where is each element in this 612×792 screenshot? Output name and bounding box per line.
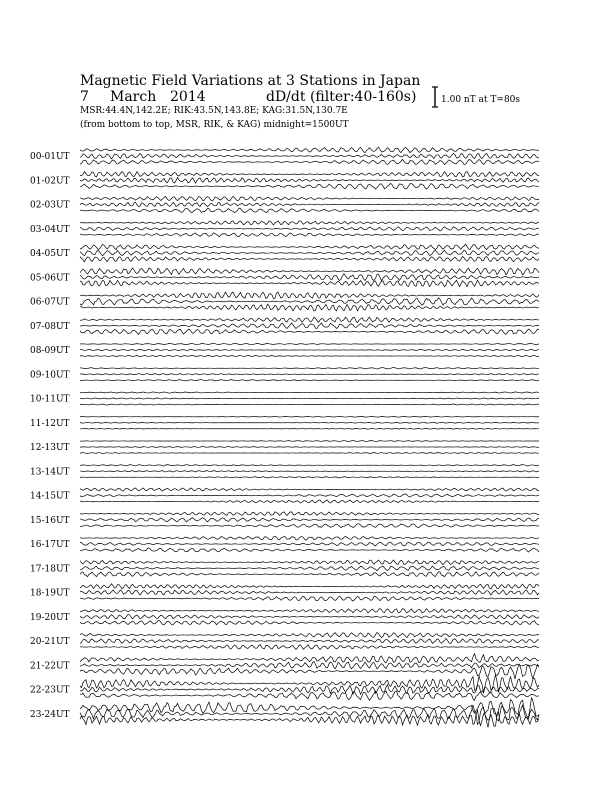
chart-title: Magnetic Field Variations at 3 Stations in Japan (80, 73, 421, 89)
trace-line (80, 147, 539, 153)
hour-label: 00-01UT (30, 152, 70, 162)
hour-label: 11-12UT (30, 418, 70, 429)
hour-label: 15-16UT (30, 515, 70, 526)
trace-line (80, 488, 539, 491)
trace-line (80, 329, 539, 334)
hour-label: 13-14UT (30, 467, 70, 478)
trace-line (80, 349, 539, 350)
hour-label: 14-15UT (30, 491, 70, 502)
trace-line (80, 536, 539, 540)
trace-line (80, 518, 539, 522)
hour-label: 19-20UT (30, 612, 70, 623)
trace-line (80, 685, 539, 695)
hour-label: 20-21UT (30, 637, 70, 647)
hour-label: 09-10UT (30, 370, 70, 381)
trace-line (80, 566, 539, 571)
hour-label: 12-13UT (30, 443, 70, 453)
trace-line (80, 524, 539, 528)
trace-line (80, 453, 539, 454)
trace-line (80, 368, 539, 369)
trace-line (80, 548, 539, 552)
trace-line (80, 233, 539, 237)
trace-line (80, 542, 539, 546)
trace-line (80, 662, 539, 669)
trace-line (80, 202, 539, 206)
hour-label: 18-19UT (30, 588, 70, 599)
hour-label: 06-07UT (30, 297, 70, 308)
station-coordinates: MSR:44.4N,142.2E; RIK:43.5N,143.8E; KAG:31.5N,130.7E (80, 106, 348, 116)
hour-label: 16-17UT (30, 540, 70, 550)
trace-line (80, 221, 539, 225)
date-day: 7 (80, 89, 89, 105)
hour-label: 17-18UT (30, 564, 70, 575)
trace-line (80, 355, 539, 356)
trace-line (80, 298, 539, 305)
trace-line (80, 596, 539, 601)
trace-line (80, 691, 539, 700)
trace-line (80, 250, 539, 256)
trace-line (80, 304, 539, 311)
trace-line (80, 608, 539, 613)
trace-line (80, 183, 539, 189)
trace-line (80, 227, 539, 231)
trace-line (80, 244, 539, 249)
trace-line (80, 280, 539, 287)
trace-line (80, 380, 539, 381)
hour-label: 21-22UT (30, 661, 70, 672)
trace-line (80, 178, 539, 184)
trace-line (80, 465, 539, 466)
trace-line (80, 343, 539, 344)
station-order-note: (from bottom to top, MSR, RIK, & KAG) midnight=1500UT (80, 120, 349, 130)
scale-label: 1.00 nT at T=80s (441, 95, 521, 105)
trace-line (80, 196, 539, 201)
hour-label: 07-08UT (30, 321, 70, 332)
trace-line (80, 323, 539, 329)
trace-line (80, 614, 539, 619)
trace-line (80, 441, 539, 442)
trace-line (80, 256, 539, 261)
trace-line (80, 208, 539, 213)
hour-label: 05-06UT (30, 273, 70, 284)
date-year: 2014 (170, 89, 206, 105)
trace-line (80, 268, 539, 275)
trace-line (80, 447, 539, 448)
trace-line (80, 590, 539, 595)
trace-line (80, 317, 539, 322)
hour-label: 01-02UT (30, 176, 70, 187)
trace-line (80, 428, 539, 429)
trace-line (80, 416, 539, 417)
hour-label: 23-24UT (30, 709, 70, 720)
trace-line (80, 398, 539, 399)
hour-label: 03-04UT (30, 224, 70, 235)
trace-line (80, 572, 539, 577)
trace-line (80, 374, 539, 375)
trace-line (80, 654, 539, 663)
hour-label: 04-05UT (30, 249, 70, 259)
date-month: March (110, 89, 157, 105)
trace-line (80, 422, 539, 423)
hour-label: 08-09UT (30, 346, 70, 356)
trace-line (80, 159, 539, 164)
trace-line (80, 471, 539, 472)
trace-line (80, 638, 539, 643)
trace-line (80, 292, 539, 299)
hour-label: 02-03UT (30, 200, 70, 211)
trace-line (80, 645, 539, 650)
trace-line (80, 633, 539, 638)
trace-line (80, 621, 539, 625)
filter-label: dD/dt (filter:40-160s) (266, 89, 417, 105)
hour-label: 10-11UT (30, 394, 70, 405)
trace-line (80, 560, 539, 565)
hour-label: 22-23UT (30, 685, 70, 696)
trace-line (80, 664, 539, 678)
trace-line (80, 477, 539, 478)
trace-line (80, 392, 539, 393)
trace-line (80, 153, 539, 158)
trace-line (80, 584, 539, 589)
trace-line (80, 494, 539, 497)
trace-line (80, 171, 539, 176)
trace-line (80, 500, 539, 503)
trace-line (80, 404, 539, 405)
trace-line (80, 274, 539, 281)
trace-line (80, 512, 539, 516)
